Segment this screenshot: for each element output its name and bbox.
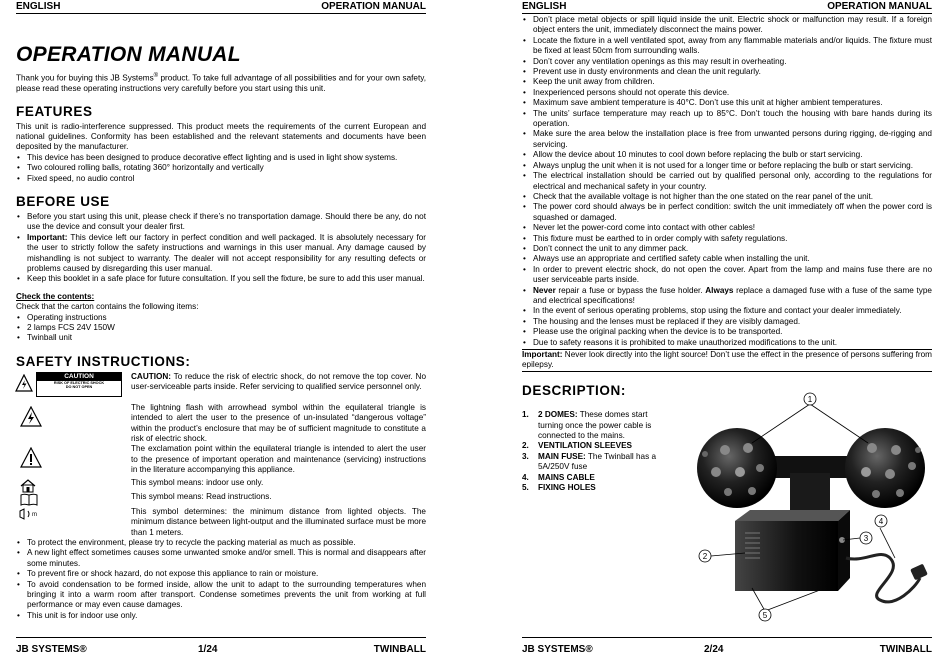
read-symbol-row: This symbol means: Read instructions.: [16, 492, 426, 506]
distance-symbol-row: m This symbol determines: the minimum distance from lighted objects. The minimum distance between light-output and the illuminated surface must be more than 1 meters.: [16, 507, 426, 538]
list-item: • In order to prevent electric shock, do not open the cover. Apart from the lamp and mains fuse there are no user serviceable parts inside.: [522, 265, 932, 286]
list-item: • Maximum save ambient temperature is 40°C. Don’t use this unit at higher ambient temperatures.: [522, 98, 932, 108]
list-item: • Allow the device about 10 minutes to cool down before replacing the bulb or start servicing.: [522, 150, 932, 160]
svg-text:5: 5: [762, 611, 768, 620]
footer-product: TWINBALL: [879, 644, 932, 654]
callout-3: [860, 532, 872, 544]
footer-page-number: 2/24: [704, 644, 724, 654]
page-footer: [16, 637, 426, 654]
contents-text: Check that the carton contains the following items:: [16, 302, 199, 312]
list-item: • The power cord should always be in perfect condition: switch the unit immediately off when the power cord is squashed or damaged.: [522, 202, 932, 223]
list-item: • To prevent fire or shock hazard, do not expose this appliance to rain or moisture.: [16, 569, 426, 579]
callout-4: [875, 515, 887, 527]
list-item: 5. FIXING HOLES: [522, 483, 596, 493]
list-item: • A new light effect sometimes causes some unwanted smoke and/or smell. This is normal and disappears after some minutes.: [16, 548, 426, 569]
svg-text:m: m: [32, 511, 37, 518]
header-title: OPERATION MANUAL: [321, 1, 426, 12]
list-item: • Don’t place metal objects or spill liquid inside the unit. Electric shock or malfunction may result. If a foreign object enters the unit, immediately disconnect the mains power.: [522, 15, 932, 36]
callout-1: [804, 393, 816, 405]
list-item: • Inexperienced persons should not operate this device.: [522, 88, 932, 98]
list-item: • Check that the available voltage is not higher than the one stated on the rear panel of the unit.: [522, 192, 932, 202]
list-item: • Important: This device left our factory in perfect condition and well packaged. It is absolutely necessary for the user to strictly follow the safety instructions and warnings in this user manual. Any damage caused by mishandling is not subject to warranty. The dealer will not accept responsibility for any resulting defects or problems caused by disregarding this user manual.: [16, 233, 426, 275]
yoke-post: [790, 473, 830, 511]
description-heading: DESCRIPTION:: [522, 382, 626, 398]
list-item: • The housing and the lenses must be replaced if they are visibly damaged.: [522, 317, 932, 327]
base-housing: [735, 521, 838, 591]
list-item: • 2 lamps FCS 24V 150W: [16, 323, 426, 333]
minimum-distance-icon: [18, 508, 40, 523]
safety-list-continued: [522, 15, 932, 348]
left-dome: [697, 428, 777, 508]
lightning-warning-icon: [15, 374, 33, 395]
list-item: • Always use an appropriate and certified safety cable when installing the unit.: [522, 254, 932, 264]
list-item: • To protect the environment, please try to recycle the packing material as much as possible.: [16, 538, 426, 548]
caution-label-box: CAUTION RISK OF ELECTRIC SHOCK DO NOT OPEN: [36, 372, 122, 397]
lightning-triangle-icon: [20, 406, 42, 431]
list-item: 3. MAIN FUSE: The Twinball has a 5A/250V fuse: [522, 451, 657, 472]
footer-page-number: 1/24: [198, 644, 218, 654]
indoor-symbol-row: This symbol means: indoor use only.: [16, 478, 426, 491]
lightning-symbol-row: The lightning flash with arrowhead symbol within the equilateral triangle is intended to alert the user to the presence of un-insulated “dangerous voltage” within the product’s enclosure that may be of sufficient magnitude to constitute a risk of electric shock.: [16, 403, 426, 445]
description-list: [522, 410, 672, 493]
footer-brand: JB SYSTEMS®: [16, 644, 87, 654]
list-item: • Always unplug the unit when it is not used for a longer time or before replacing the bulb or start servicing.: [522, 161, 932, 171]
callout-2: [699, 550, 711, 562]
caution-block: CAUTION RISK OF ELECTRIC SHOCK DO NOT OPEN CAUTION: To reduce the risk of electric shock, do not remove the top cover. No user-serviceable parts inside. Refer servicing to qualified service personnel only.: [16, 372, 426, 403]
features-list: [16, 153, 426, 184]
list-item: • Keep this booklet in a safe place for future consultation. If you sell the fixture, be sure to add this user manual.: [16, 274, 426, 284]
list-item: • Never repair a fuse or bypass the fuse holder. Always replace a damaged fuse with a fuse of the same type and electrical specifications!: [522, 286, 932, 307]
list-item: 1. 2 DOMES: These domes start turning once the power cable is connected to the mains.: [522, 410, 652, 441]
list-item: 4. MAINS CABLE: [522, 472, 595, 482]
list-item: • Twinball unit: [16, 333, 426, 343]
mains-cable: [846, 554, 920, 601]
footer-brand: JB SYSTEMS®: [522, 644, 593, 654]
list-item: • Make sure the area below the installation place is free from unwanted persons during rigging, de-rigging and servicing.: [522, 129, 932, 150]
list-item: • To avoid condensation to be formed inside, allow the unit to adapt to the surrounding temperatures when bringing it into a warm room after transport. Condense sometimes prevents the unit from working at full performance or may even cause damages.: [16, 580, 426, 611]
list-item: • This unit is for indoor use only.: [16, 611, 426, 621]
list-item: 2. VENTILATION SLEEVES: [522, 441, 633, 451]
safety-heading: SAFETY INSTRUCTIONS:: [16, 353, 191, 369]
list-item: • Locate the fixture in a well ventilated spot, away from any flammable materials and/or liquids. The fixture must be fixed at least 50cm from surrounding walls.: [522, 36, 932, 57]
svg-text:2: 2: [702, 552, 708, 561]
twinball-product-illustration: [690, 388, 935, 626]
intro-paragraph: Thank you for buying this JB Systems® product. To take full advantage of all possibilities and for your own safety, please read these operating instructions very carefully before you start using this unit.: [16, 73, 426, 94]
list-item: • Due to safety reasons it is prohibited to make unauthorized modifications to the unit.: [522, 338, 932, 348]
page-content: [16, 14, 426, 621]
safety-list: [16, 538, 426, 621]
list-item: • In the event of serious operating problems, stop using the fixture and contact your dealer immediately.: [522, 306, 932, 316]
header-title: OPERATION MANUAL: [827, 1, 932, 12]
svg-text:1: 1: [807, 395, 813, 404]
list-item: • This fixture must be earthed to in order comply with safety regulations.: [522, 234, 932, 244]
list-item: • Please use the original packing when the device is to be transported.: [522, 327, 932, 337]
contents-list: [16, 313, 426, 344]
right-dome: [845, 428, 925, 508]
before-use-list: [16, 212, 426, 285]
list-item: • Fixed speed, no audio control: [16, 174, 426, 184]
list-item: • The electrical installation should be carried out by qualified personal only, according to the regulations for electrical and mechanical safety in your country.: [522, 171, 932, 192]
list-item: • Prevent use in dusty environments and clean the unit regularly.: [522, 67, 932, 77]
list-item: • Operating instructions: [16, 313, 426, 323]
page-footer: [522, 637, 932, 654]
contents-heading: Check the contents:: [16, 291, 95, 301]
footer-product: TWINBALL: [373, 644, 426, 654]
features-heading: FEATURES: [16, 103, 93, 119]
header-language: ENGLISH: [16, 1, 61, 12]
before-use-heading: BEFORE USE: [16, 193, 110, 209]
callout-5: [759, 609, 771, 621]
list-item: • Never let the power-cord come into contact with other cables!: [522, 223, 932, 233]
manual-page-2: [475, 0, 950, 654]
list-item: • This device has been designed to produce decorative effect lighting and is used in light show systems.: [16, 153, 426, 163]
list-item: • Keep the unit away from children.: [522, 77, 932, 87]
list-item: • Don’t connect the unit to any dimmer pack.: [522, 244, 932, 254]
list-item: • Before you start using this unit, please check if there’s no transportation damage. Should there be any, do not use the device and consult your dealer first.: [16, 212, 426, 233]
header-language: ENGLISH: [522, 1, 567, 12]
important-note: Important: Never look directly into the light source! Don’t use the effect in the presence of persons suffering from epilepsy.: [522, 349, 932, 372]
base-top: [735, 510, 850, 521]
list-item: • Don’t cover any ventilation openings as this may result in overheating.: [522, 57, 932, 67]
page-title: OPERATION MANUAL: [16, 43, 241, 66]
mains-plug: [910, 564, 928, 581]
exclamation-symbol-row: The exclamation point within the equilateral triangle is intended to alert the user to the presence of important operation and maintenance (servicing) instructions in the literature accompanying this appliance.: [16, 444, 426, 475]
exclamation-triangle-icon: [20, 447, 42, 472]
page-header: [16, 0, 426, 14]
svg-text:4: 4: [878, 517, 884, 526]
page-header: [522, 0, 932, 14]
base-side: [838, 510, 850, 591]
features-text: This unit is radio-interference suppressed. This product meets the requirements of the current European and national guidelines. Conformity has been established and the relevant statements and documents have been deposited by the manufacturer.: [16, 121, 426, 152]
list-item: • The units’ surface temperature may reach up to 85°C. Don’t touch the housing with bare hands during its operation.: [522, 109, 932, 130]
svg-text:3: 3: [863, 534, 869, 543]
list-item: • Two coloured rolling balls, rotating 360° horizontally and vertically: [16, 163, 426, 173]
